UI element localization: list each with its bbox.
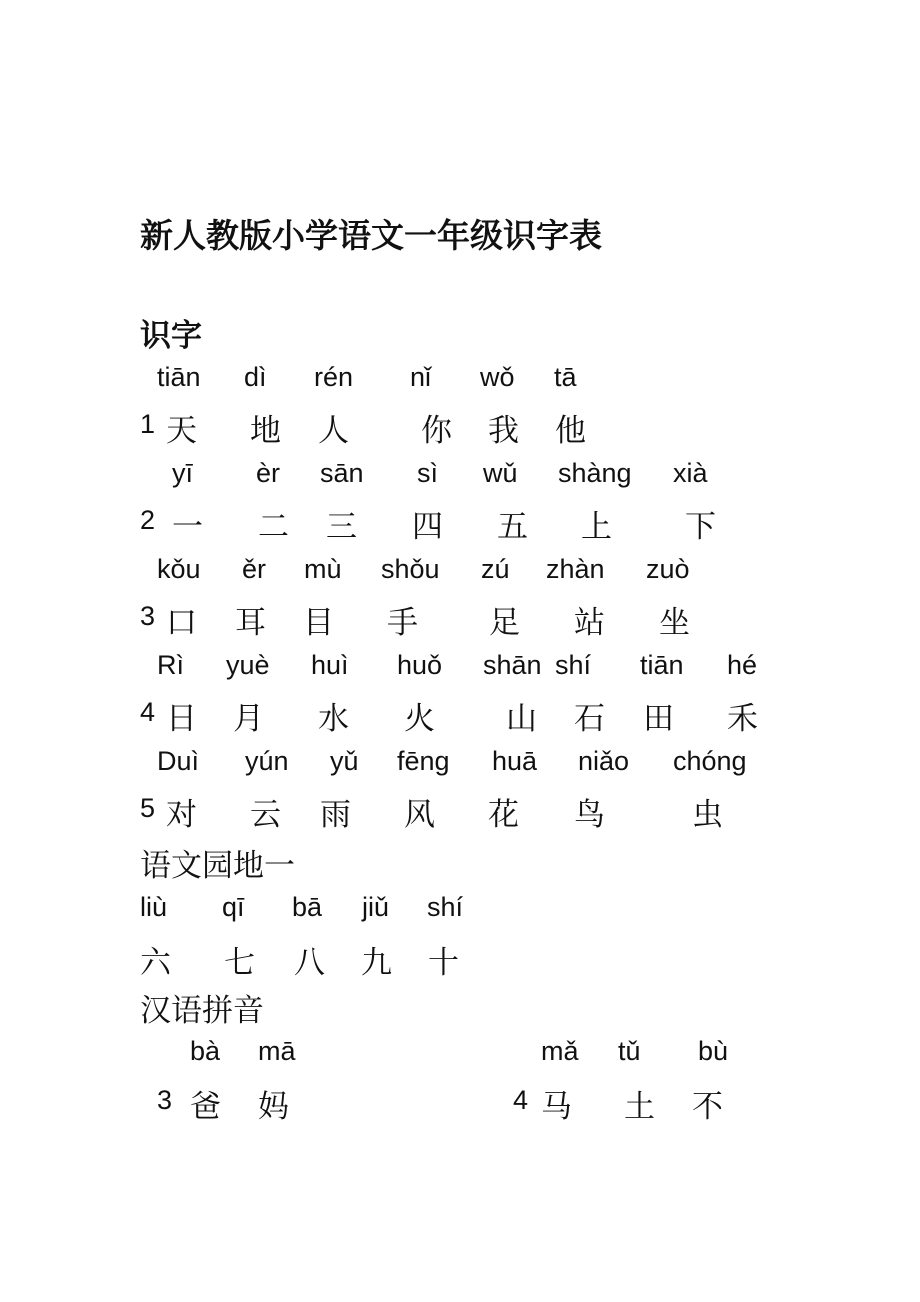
hanzi-character: 雨: [320, 797, 351, 833]
lesson-number: 4: [140, 697, 156, 727]
hanzi-character: 鸟: [574, 797, 605, 833]
hanzi-character: 站: [574, 605, 605, 641]
pinyin-syllable: mù: [304, 554, 342, 584]
hanzi-character: 人: [318, 413, 349, 449]
pinyin-syllable: yún: [245, 746, 289, 776]
pinyin-syllable: shí: [555, 650, 592, 680]
hanzi-character: 我: [488, 413, 519, 449]
document-title: 新人教版小学语文一年级识字表: [140, 216, 602, 255]
pinyin-syllable: shí: [427, 892, 464, 922]
pinyin-syllable: liù: [140, 892, 168, 922]
pinyin-syllable: zhàn: [546, 554, 605, 584]
hanzi-character: 你: [421, 413, 452, 449]
pinyin-syllable: zuò: [646, 554, 690, 584]
pinyin-syllable: mā: [258, 1036, 296, 1066]
lesson-number: 4: [513, 1085, 529, 1115]
lesson-number: 2: [140, 505, 156, 535]
hanzi-character: 耳: [235, 605, 266, 641]
pinyin-syllable: nǐ: [410, 362, 432, 392]
lesson-number: 5: [140, 793, 156, 823]
pinyin-syllable: bà: [190, 1036, 221, 1066]
pinyin-syllable: mǎ: [541, 1036, 579, 1066]
pinyin-syllable: huǒ: [397, 650, 443, 680]
pinyin-syllable: ěr: [242, 554, 267, 584]
hanzi-character: 坐: [659, 605, 690, 641]
hanzi-character: 风: [404, 797, 435, 833]
pinyin-syllable: qī: [222, 892, 245, 922]
pinyin-syllable: hé: [727, 650, 758, 680]
pinyin-syllable: yī: [172, 458, 194, 488]
pinyin-syllable: tiān: [157, 362, 201, 392]
pinyin-syllable: tǔ: [618, 1036, 641, 1066]
hanzi-character: 下: [685, 509, 716, 545]
hanzi-character: 六: [140, 945, 171, 981]
pinyin-syllable: Rì: [157, 650, 184, 680]
hanzi-character: 上: [581, 509, 612, 545]
hanzi-character: 九: [361, 945, 392, 981]
hanzi-character: 月: [233, 701, 264, 737]
hanzi-character: 他: [555, 413, 586, 449]
pinyin-syllable: dì: [244, 362, 267, 392]
lesson-number: 3: [140, 601, 156, 631]
pinyin-syllable: tā: [554, 362, 577, 392]
pinyin-syllable: kǒu: [157, 554, 201, 584]
pinyin-syllable: jiǔ: [362, 892, 390, 922]
hanzi-character: 天: [166, 413, 197, 449]
hanzi-character: 七: [224, 945, 255, 981]
hanzi-character: 石: [574, 701, 605, 737]
hanzi-character: 口: [166, 605, 197, 641]
pinyin-syllable: xià: [673, 458, 708, 488]
hanzi-character: 十: [428, 945, 459, 981]
hanzi-character: 花: [488, 797, 519, 833]
pinyin-syllable: shàng: [558, 458, 632, 488]
hanzi-character: 土: [624, 1089, 655, 1125]
lesson-number: 1: [140, 409, 156, 439]
lesson-number: 3: [157, 1085, 173, 1115]
pinyin-syllable: bā: [292, 892, 323, 922]
pinyin-syllable: yuè: [226, 650, 270, 680]
pinyin-syllable: wǔ: [483, 458, 518, 488]
pinyin-syllable: huì: [311, 650, 349, 680]
hanzi-character: 地: [250, 413, 281, 449]
pinyin-syllable: fēng: [397, 746, 450, 776]
pinyin-syllable: zú: [481, 554, 510, 584]
hanzi-character: 火: [404, 701, 435, 737]
hanzi-character: 禾: [727, 701, 758, 737]
section-shizi-heading: 识字: [140, 318, 202, 354]
pinyin-syllable: wǒ: [480, 362, 515, 392]
pinyin-syllable: bù: [698, 1036, 729, 1066]
hanzi-character: 对: [166, 797, 197, 833]
hanzi-character: 四: [412, 509, 443, 545]
hanzi-character: 手: [387, 605, 418, 641]
pinyin-syllable: niǎo: [578, 746, 630, 776]
pinyin-syllable: yǔ: [330, 746, 359, 776]
hanzi-character: 八: [294, 945, 325, 981]
hanzi-character: 二: [258, 509, 289, 545]
pinyin-syllable: sān: [320, 458, 364, 488]
pinyin-syllable: shān: [483, 650, 542, 680]
pinyin-syllable: Duì: [157, 746, 200, 776]
hanzi-character: 三: [326, 509, 357, 545]
hanzi-character: 足: [489, 605, 520, 641]
hanzi-character: 山: [506, 701, 537, 737]
section-yuwen-yuandi-heading: 语文园地一: [140, 848, 295, 884]
hanzi-character: 目: [303, 605, 334, 641]
pinyin-syllable: èr: [256, 458, 281, 488]
hanzi-character: 一: [172, 509, 203, 545]
hanzi-character: 妈: [258, 1089, 289, 1125]
pinyin-syllable: chóng: [673, 746, 747, 776]
pinyin-syllable: shǒu: [381, 554, 440, 584]
hanzi-character: 五: [497, 509, 528, 545]
hanzi-character: 日: [166, 701, 197, 737]
hanzi-character: 不: [692, 1089, 723, 1125]
hanzi-character: 田: [643, 701, 674, 737]
hanzi-character: 水: [318, 701, 349, 737]
pinyin-syllable: rén: [314, 362, 354, 392]
section-hanyu-pinyin-heading: 汉语拼音: [140, 993, 264, 1029]
hanzi-character: 虫: [692, 797, 723, 833]
pinyin-syllable: sì: [417, 458, 439, 488]
hanzi-character: 爸: [190, 1089, 221, 1125]
hanzi-character: 云: [250, 797, 281, 833]
hanzi-character: 马: [541, 1089, 572, 1125]
pinyin-syllable: tiān: [640, 650, 684, 680]
pinyin-syllable: huā: [492, 746, 538, 776]
